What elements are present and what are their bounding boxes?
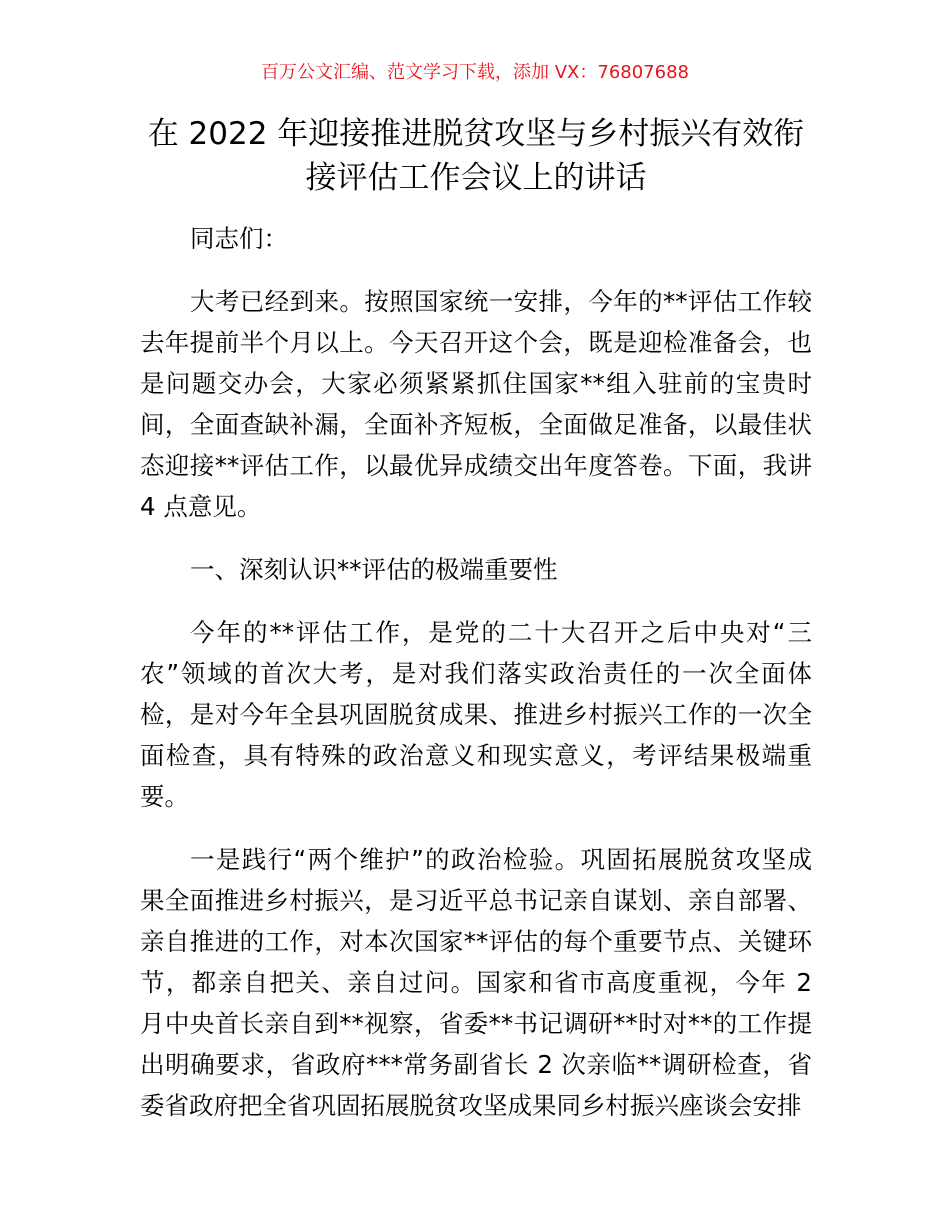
title-line: 接评估工作会议上的讲话 [305, 160, 647, 196]
text-line: 间，全面查缺补漏，全面补齐短板，全面做足准备，以最佳状 [140, 410, 812, 439]
text-line: 月中央首长亲自到**视察，省委**书记调研**时对**的工作提 [140, 1009, 812, 1038]
paragraph [140, 549, 812, 590]
text-line: 大考已经到来。按照国家统一安排，今年的**评估工作较 [190, 287, 812, 316]
watermark-header: 百万公文汇编、范文学习下载，添加 VX：76807688 [261, 62, 689, 83]
text-line: 是问题交办会，大家必须紧紧抓住国家**组入驻前的宝贵时 [140, 369, 812, 398]
document-body [140, 218, 812, 1148]
text-line: 检，是对今年全县巩固脱贫成果、推进乡村振兴工作的一次全 [140, 700, 812, 729]
paragraph [140, 281, 812, 527]
text-line: 一、深刻认识**评估的极端重要性 [190, 555, 558, 584]
paragraph [140, 612, 812, 817]
text-line: 一是践行“两个维护”的政治检验。巩固拓展脱贫攻坚成 [190, 845, 812, 874]
text-line: 出明确要求，省政府***常务副省长 2 次亲临**调研检查，省 [140, 1050, 812, 1079]
text-line: 同志们： [190, 224, 288, 253]
document-title [140, 112, 812, 200]
text-line: 今年的**评估工作，是党的二十大召开之后中央对“三 [190, 618, 812, 647]
text-line: 亲自推进的工作，对本次国家**评估的每个重要节点、关键环 [140, 927, 812, 956]
text-line: 态迎接**评估工作，以最优异成绩交出年度答卷。下面，我讲 [140, 451, 812, 480]
text-line: 要。 [140, 782, 189, 811]
title-line: 在 2022 年迎接推进脱贫攻坚与乡村振兴有效衔 [147, 116, 805, 152]
text-line: 节，都亲自把关、亲自过问。国家和省市高度重视，今年 2 [140, 968, 812, 997]
paragraph [140, 218, 812, 259]
text-line: 农”领域的首次大考，是对我们落实政治责任的一次全面体 [140, 659, 812, 688]
text-line: 委省政府把全省巩固拓展脱贫攻坚成果同乡村振兴座谈会安排 [140, 1091, 802, 1120]
text-line: 面检查，具有特殊的政治意义和现实意义，考评结果极端重 [140, 741, 812, 770]
text-line: 去年提前半个月以上。今天召开这个会，既是迎检准备会，也 [140, 328, 812, 357]
paragraph [140, 839, 812, 1126]
text-line: 4 点意见。 [140, 492, 262, 521]
text-line: 果全面推进乡村振兴，是习近平总书记亲自谋划、亲自部署、 [140, 886, 812, 915]
